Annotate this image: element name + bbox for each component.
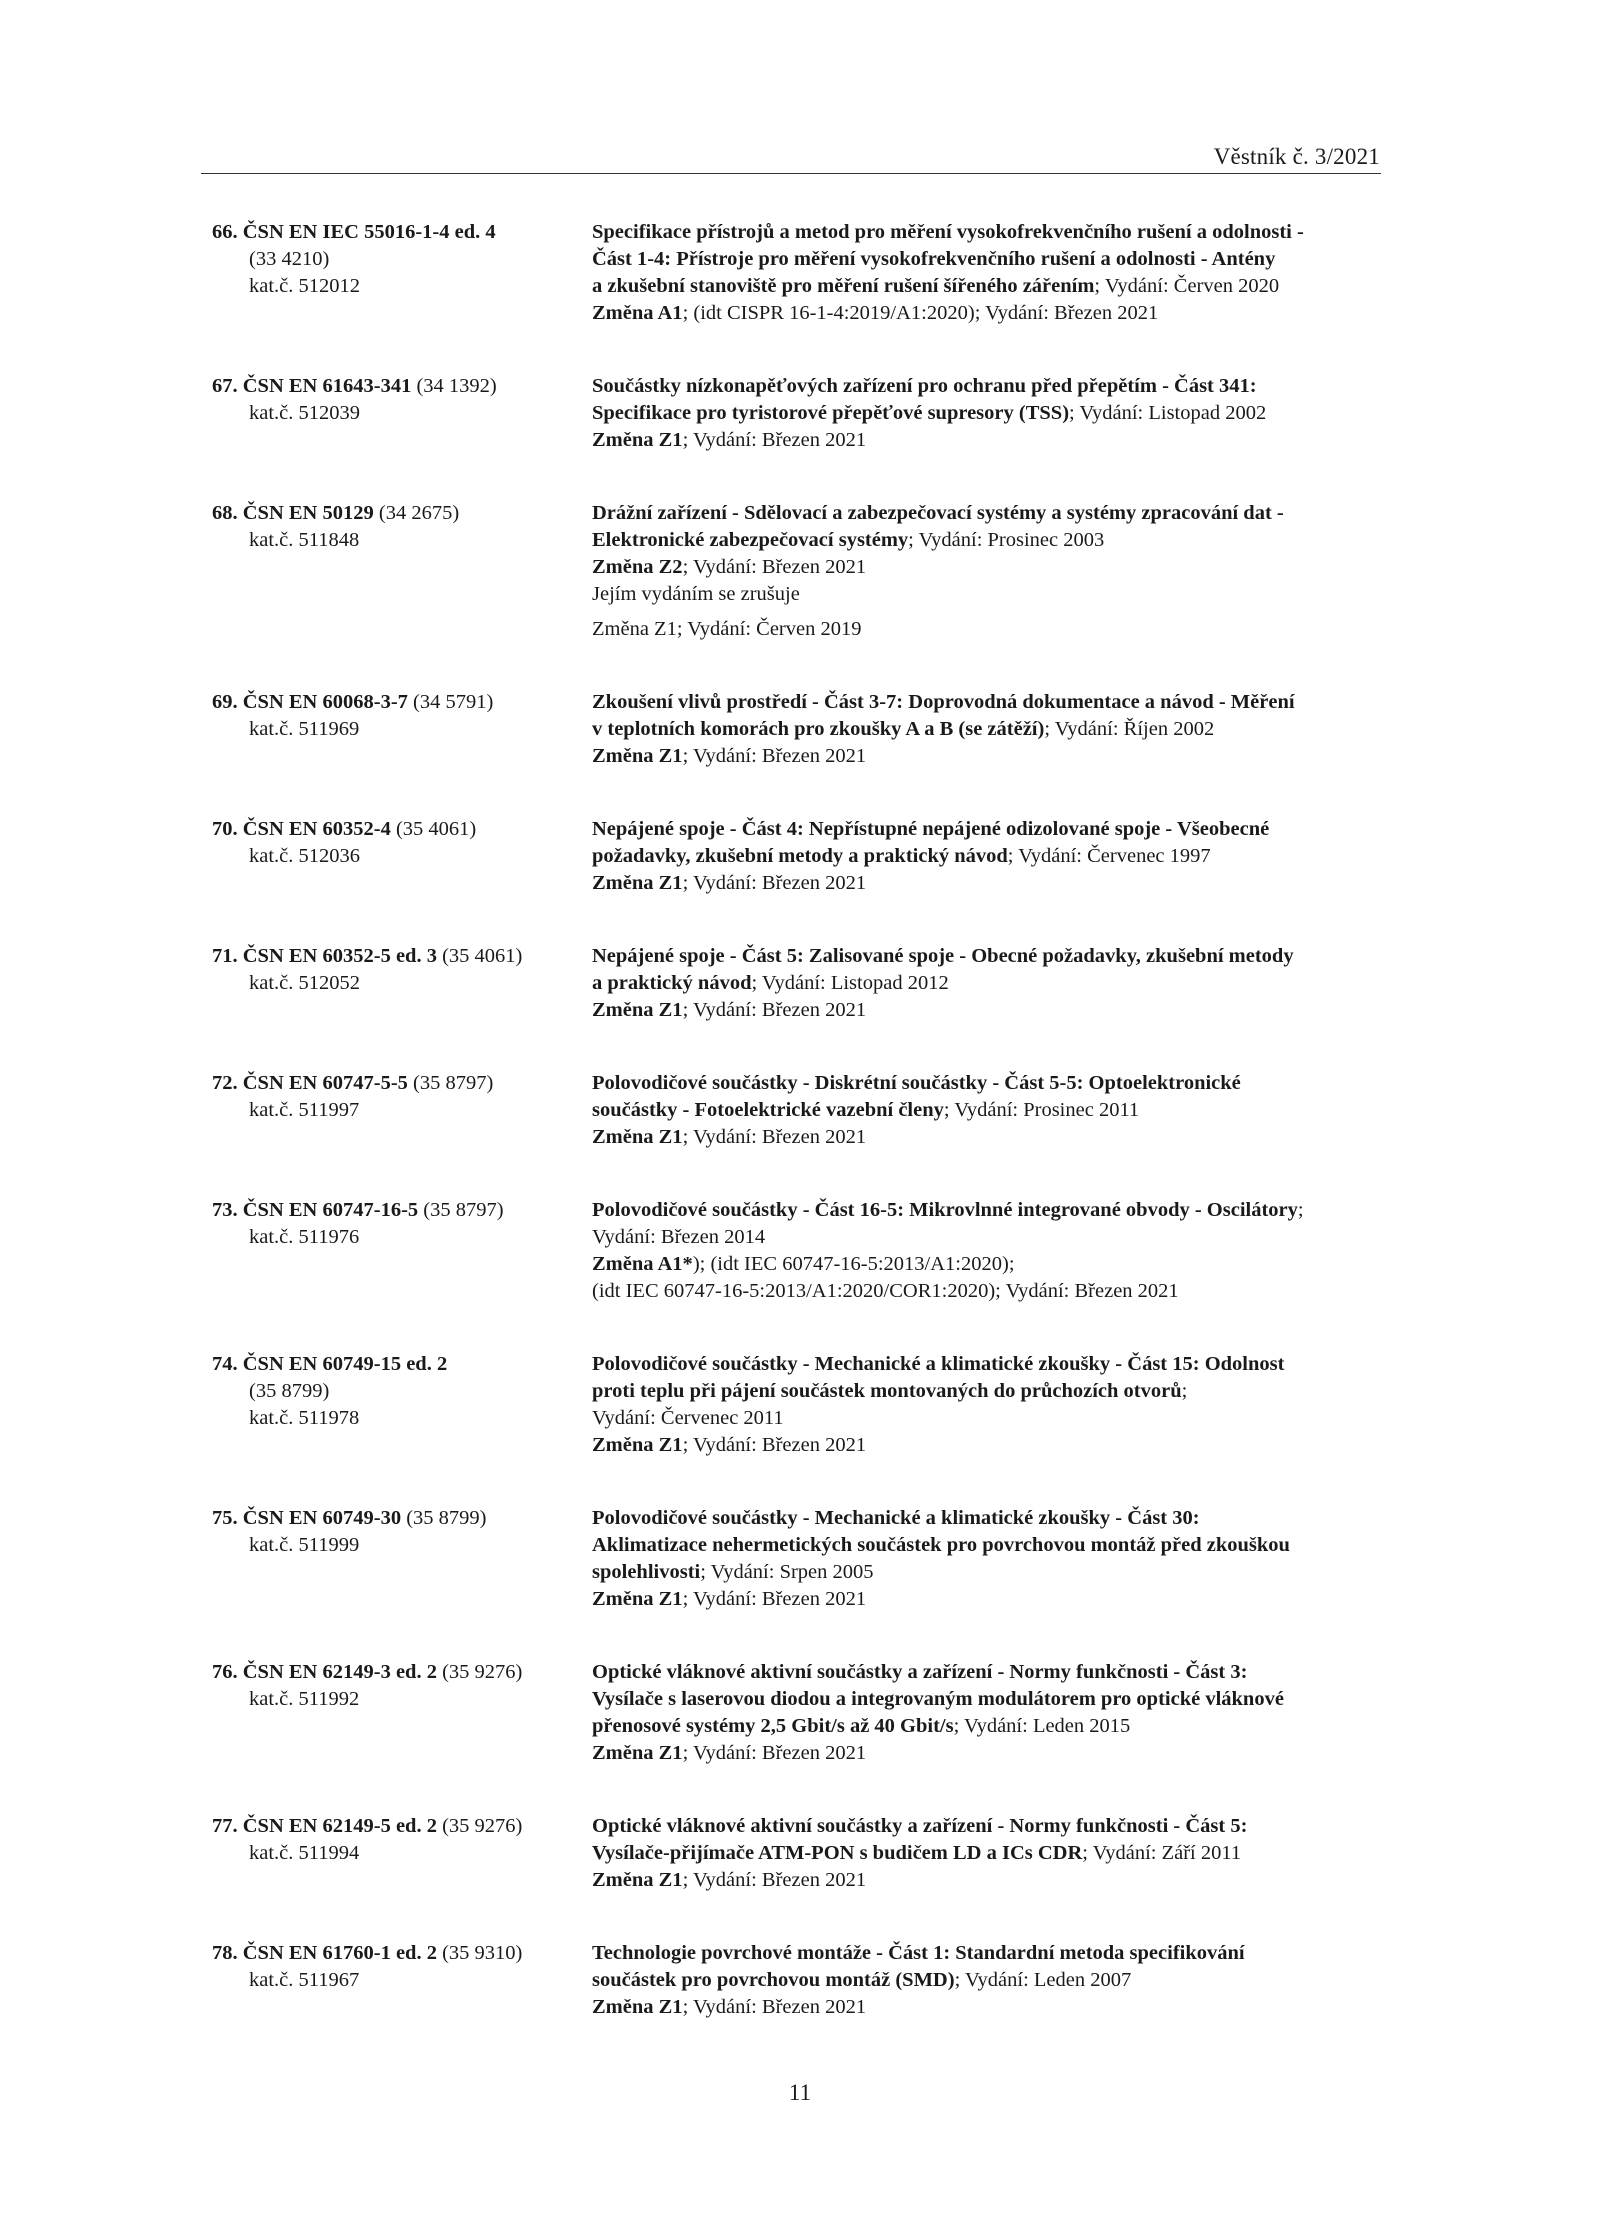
description-line xyxy=(592,1224,1387,1251)
standard-entry xyxy=(0,373,1600,454)
standard-title: Změna Z1 xyxy=(592,1996,683,2018)
standard-identifier xyxy=(212,219,582,300)
identifier-line xyxy=(212,1378,582,1405)
description-line xyxy=(592,616,1387,643)
standard-number: 71. ČSN EN 60352-5 ed. 3 xyxy=(212,945,437,967)
identifier-line xyxy=(212,716,582,743)
identifier-detail: kat.č. 512012 xyxy=(249,275,361,297)
edition-info: ; Vydání: Červen 2020 xyxy=(1094,275,1280,297)
standard-title: Změna Z1 xyxy=(592,872,683,894)
description-line xyxy=(592,246,1387,273)
description-line xyxy=(592,1351,1387,1378)
standard-title: Polovodičové součástky - Diskrétní součástky - Část 5-5: Optoelektronické xyxy=(592,1072,1241,1094)
standard-title: Změna A1 xyxy=(592,302,683,324)
standard-description xyxy=(592,500,1387,643)
standard-entry xyxy=(0,1197,1600,1305)
standard-identifier xyxy=(212,1813,582,1867)
standard-identifier xyxy=(212,943,582,997)
standard-description xyxy=(592,1813,1387,1894)
description-line xyxy=(592,300,1387,327)
identifier-detail: (35 8799) xyxy=(249,1380,330,1402)
standard-title: spolehlivosti xyxy=(592,1561,701,1583)
description-line xyxy=(592,1559,1387,1586)
standard-title: Změna Z1 xyxy=(592,745,683,767)
identifier-line xyxy=(212,373,582,400)
edition-info: ; Vydání: Březen 2021 xyxy=(682,1742,867,1764)
standard-entry xyxy=(0,500,1600,643)
standard-title: Specifikace přístrojů a metod pro měření vysokofrekvenčního rušení a odolnosti - xyxy=(592,221,1304,243)
standard-title: Technologie povrchové montáže - Část 1: Standardní metoda specifikování xyxy=(592,1942,1245,1964)
description-line xyxy=(592,1532,1387,1559)
standard-description xyxy=(592,816,1387,897)
standard-entry xyxy=(0,1070,1600,1151)
identifier-detail: (34 2675) xyxy=(373,502,460,524)
description-line xyxy=(592,1686,1387,1713)
bulletin-title: Věstník č. 3/2021 xyxy=(1213,144,1380,169)
description-line xyxy=(592,1378,1387,1405)
identifier-line xyxy=(212,1967,582,1994)
description-line xyxy=(592,689,1387,716)
standard-identifier xyxy=(212,1351,582,1432)
standard-title: Změna Z1 xyxy=(592,1869,683,1891)
edition-info: ; (idt CISPR 16-1-4:2019/A1:2020); Vydání: Březen 2021 xyxy=(682,302,1159,324)
identifier-detail: (35 4061) xyxy=(390,818,477,840)
standard-title: součástky - Fotoelektrické vazební členy xyxy=(592,1099,944,1121)
identifier-detail: kat.č. 511999 xyxy=(249,1534,360,1556)
edition-info: ; Vydání: Prosinec 2003 xyxy=(908,529,1105,551)
description-line xyxy=(592,1994,1387,2021)
identifier-detail: kat.č. 511978 xyxy=(249,1407,360,1429)
description-line xyxy=(592,427,1387,454)
edition-info: (idt IEC 60747-16-5:2013/A1:2020/COR1:2020); Vydání: Březen 2021 xyxy=(592,1280,1179,1302)
standard-entry xyxy=(0,1659,1600,1767)
identifier-detail: kat.č. 511992 xyxy=(249,1688,360,1710)
description-line xyxy=(592,1586,1387,1613)
identifier-line xyxy=(212,219,582,246)
standard-description xyxy=(592,1197,1387,1305)
identifier-detail: kat.č. 511997 xyxy=(249,1099,360,1121)
description-line xyxy=(592,997,1387,1024)
description-line xyxy=(592,1432,1387,1459)
standard-title: Vysílače-přijímače ATM-PON s budičem LD a ICs CDR xyxy=(592,1842,1083,1864)
edition-info: Jejím vydáním se zrušuje xyxy=(592,583,800,605)
description-line xyxy=(592,1505,1387,1532)
identifier-line xyxy=(212,970,582,997)
edition-info: ; Vydání: Srpen 2005 xyxy=(700,1561,874,1583)
description-line xyxy=(592,1867,1387,1894)
description-line xyxy=(592,554,1387,581)
description-line xyxy=(592,716,1387,743)
standard-title: a zkušební stanoviště pro měření rušení šířeného zářením xyxy=(592,275,1095,297)
standard-title: přenosové systémy 2,5 Gbit/s až 40 Gbit/s xyxy=(592,1715,954,1737)
standard-title: Změna Z1 xyxy=(592,1434,683,1456)
identifier-line xyxy=(212,273,582,300)
edition-info: ; Vydání: Listopad 2012 xyxy=(751,972,949,994)
standard-number: 66. ČSN EN IEC 55016-1-4 ed. 4 xyxy=(212,221,496,243)
edition-info: ; Vydání: Říjen 2002 xyxy=(1044,718,1215,740)
description-line xyxy=(592,400,1387,427)
standard-title: Vysílače s laserovou diodou a integrovaným modulátorem pro optické vláknové xyxy=(592,1688,1284,1710)
identifier-detail: (35 8797) xyxy=(407,1072,494,1094)
edition-info: ; Vydání: Září 2011 xyxy=(1082,1842,1242,1864)
description-line xyxy=(592,1740,1387,1767)
edition-info: ; Vydání: Březen 2021 xyxy=(682,1996,867,2018)
description-line xyxy=(592,1840,1387,1867)
standard-number: 73. ČSN EN 60747-16-5 xyxy=(212,1199,419,1221)
edition-info: Změna Z1; Vydání: Červen 2019 xyxy=(592,618,862,640)
identifier-line xyxy=(212,1097,582,1124)
identifier-detail: (35 8799) xyxy=(401,1507,487,1529)
edition-info: ); (idt IEC 60747-16-5:2013/A1:2020); xyxy=(692,1253,1015,1275)
identifier-line xyxy=(212,1505,582,1532)
edition-info: ; Vydání: Březen 2021 xyxy=(682,429,867,451)
standard-title: Nepájené spoje - Část 5: Zalisované spoje - Obecné požadavky, zkušební metody xyxy=(592,945,1294,967)
identifier-line xyxy=(212,1659,582,1686)
standard-identifier xyxy=(212,1659,582,1713)
standard-title: Optické vláknové aktivní součástky a zařízení - Normy funkčnosti - Část 5: xyxy=(592,1815,1248,1837)
identifier-line xyxy=(212,500,582,527)
identifier-detail: (35 4061) xyxy=(436,945,523,967)
standard-title: požadavky, zkušební metody a praktický návod xyxy=(592,845,1008,867)
description-line xyxy=(592,1940,1387,1967)
standard-title: Elektronické zabezpečovací systémy xyxy=(592,529,909,551)
standard-title: součástek pro povrchovou montáž (SMD) xyxy=(592,1969,955,1991)
identifier-line xyxy=(212,816,582,843)
identifier-line xyxy=(212,843,582,870)
identifier-line xyxy=(212,1405,582,1432)
description-line xyxy=(592,500,1387,527)
standard-identifier xyxy=(212,1505,582,1559)
description-line xyxy=(592,970,1387,997)
standard-title: Změna Z1 xyxy=(592,1126,683,1148)
edition-info: ; Vydání: Březen 2021 xyxy=(682,872,867,894)
page-number: 11 xyxy=(788,2080,812,2105)
standard-title: Změna Z1 xyxy=(592,429,683,451)
standard-entry xyxy=(0,943,1600,1024)
description-line xyxy=(592,1405,1387,1432)
identifier-line xyxy=(212,400,582,427)
edition-info: ; Vydání: Červenec 1997 xyxy=(1007,845,1211,867)
identifier-detail: kat.č. 512036 xyxy=(249,845,361,867)
standard-entry xyxy=(0,1505,1600,1613)
standard-identifier xyxy=(212,1070,582,1124)
description-line xyxy=(592,843,1387,870)
standard-number: 72. ČSN EN 60747-5-5 xyxy=(212,1072,408,1094)
edition-info: ; Vydání: Březen 2021 xyxy=(682,745,867,767)
identifier-detail: kat.č. 511969 xyxy=(249,718,360,740)
standard-title: Změna Z1 xyxy=(592,1588,683,1610)
identifier-line xyxy=(212,1351,582,1378)
edition-info: ; Vydání: Prosinec 2011 xyxy=(943,1099,1140,1121)
description-line xyxy=(592,1251,1387,1278)
identifier-detail: (35 9276) xyxy=(436,1815,523,1837)
standard-number: 68. ČSN EN 50129 xyxy=(212,502,374,524)
standard-title: Aklimatizace nehermetických součástek pro povrchovou montáž před zkouškou xyxy=(592,1534,1290,1556)
description-line xyxy=(592,1097,1387,1124)
description-line xyxy=(592,581,1387,608)
standard-entry xyxy=(0,1813,1600,1894)
standard-description xyxy=(592,1940,1387,2021)
description-line xyxy=(592,943,1387,970)
standard-number: 70. ČSN EN 60352-4 xyxy=(212,818,391,840)
standard-title: Polovodičové součástky - Mechanické a klimatické zkoušky - Část 30: xyxy=(592,1507,1200,1529)
description-line xyxy=(592,219,1387,246)
standard-description xyxy=(592,1505,1387,1613)
standard-entry xyxy=(0,1351,1600,1459)
standard-entry xyxy=(0,689,1600,770)
standard-title: a praktický návod xyxy=(592,972,752,994)
standard-identifier xyxy=(212,689,582,743)
edition-info: ; Vydání: Leden 2007 xyxy=(954,1969,1132,1991)
standard-title: proti teplu při pájení součástek montovaných do průchozích otvorů xyxy=(592,1380,1182,1402)
identifier-line xyxy=(212,943,582,970)
identifier-detail: kat.č. 512052 xyxy=(249,972,361,994)
identifier-line xyxy=(212,1532,582,1559)
description-line xyxy=(592,816,1387,843)
identifier-detail: kat.č. 511967 xyxy=(249,1969,360,1991)
edition-info: ; xyxy=(1297,1199,1304,1221)
description-line xyxy=(592,870,1387,897)
edition-info: ; Vydání: Březen 2021 xyxy=(682,1869,867,1891)
identifier-detail: (34 1392) xyxy=(411,375,497,397)
identifier-detail: (33 4210) xyxy=(249,248,330,270)
description-line xyxy=(592,373,1387,400)
standard-description xyxy=(592,1659,1387,1767)
standard-identifier xyxy=(212,1940,582,1994)
standard-number: 75. ČSN EN 60749-30 xyxy=(212,1507,402,1529)
standard-title: Změna Z1 xyxy=(592,1742,683,1764)
standard-identifier xyxy=(212,373,582,427)
standard-title: Polovodičové součástky - Mechanické a klimatické zkoušky - Část 15: Odolnost xyxy=(592,1353,1285,1375)
standard-title: Specifikace pro tyristorové přepěťové supresory (TSS) xyxy=(592,402,1070,424)
identifier-line xyxy=(212,527,582,554)
identifier-line xyxy=(212,1686,582,1713)
standard-description xyxy=(592,373,1387,454)
identifier-detail: kat.č. 512039 xyxy=(249,402,361,424)
standard-number: 69. ČSN EN 60068-3-7 xyxy=(212,691,408,713)
edition-info: ; Vydání: Březen 2021 xyxy=(682,556,867,578)
standard-title: v teplotních komorách pro zkoušky A a B (se zátěží) xyxy=(592,718,1045,740)
edition-info: ; Vydání: Březen 2021 xyxy=(682,999,867,1021)
identifier-detail: (35 9276) xyxy=(436,1661,523,1683)
standard-title: Změna Z1 xyxy=(592,999,683,1021)
identifier-detail: kat.č. 511994 xyxy=(249,1842,360,1864)
identifier-line xyxy=(212,1197,582,1224)
identifier-line xyxy=(212,246,582,273)
edition-info: ; Vydání: Leden 2015 xyxy=(953,1715,1131,1737)
standard-title: Zkoušení vlivů prostředí - Část 3-7: Doprovodná dokumentace a návod - Měření xyxy=(592,691,1295,713)
edition-info: ; xyxy=(1181,1380,1188,1402)
standard-title: Polovodičové součástky - Část 16-5: Mikrovlnné integrované obvody - Oscilátory xyxy=(592,1199,1298,1221)
standard-number: 77. ČSN EN 62149-5 ed. 2 xyxy=(212,1815,437,1837)
description-line xyxy=(592,1278,1387,1305)
identifier-detail: kat.č. 511976 xyxy=(249,1226,360,1248)
identifier-line xyxy=(212,1813,582,1840)
description-line xyxy=(592,273,1387,300)
standard-number: 74. ČSN EN 60749-15 ed. 2 xyxy=(212,1353,448,1375)
identifier-detail: (34 5791) xyxy=(407,691,494,713)
standard-description xyxy=(592,943,1387,1024)
standard-number: 76. ČSN EN 62149-3 ed. 2 xyxy=(212,1661,437,1683)
edition-info: ; Vydání: Březen 2021 xyxy=(682,1434,867,1456)
edition-info: Vydání: Červenec 2011 xyxy=(592,1407,784,1429)
standard-description xyxy=(592,689,1387,770)
edition-info: ; Vydání: Březen 2021 xyxy=(682,1588,867,1610)
identifier-detail: (35 8797) xyxy=(418,1199,504,1221)
description-line xyxy=(592,1659,1387,1686)
standard-identifier xyxy=(212,500,582,554)
identifier-line xyxy=(212,689,582,716)
standard-title: Část 1-4: Přístroje pro měření vysokofrekvenčního rušení a odolnosti - Antény xyxy=(592,248,1276,270)
identifier-line xyxy=(212,1840,582,1867)
standard-title: Optické vláknové aktivní součástky a zařízení - Normy funkčnosti - Část 3: xyxy=(592,1661,1248,1683)
standard-title: Drážní zařízení - Sdělovací a zabezpečovací systémy a systémy zpracování dat - xyxy=(592,502,1284,524)
standard-title: Změna Z2 xyxy=(592,556,683,578)
standard-description xyxy=(592,1070,1387,1151)
edition-info: ; Vydání: Listopad 2002 xyxy=(1069,402,1267,424)
standard-description xyxy=(592,1351,1387,1459)
edition-info: Vydání: Březen 2014 xyxy=(592,1226,766,1248)
standard-entry xyxy=(0,1940,1600,2021)
standards-list xyxy=(0,219,1600,2021)
header-divider xyxy=(201,173,1381,174)
edition-info: ; Vydání: Březen 2021 xyxy=(682,1126,867,1148)
identifier-line xyxy=(212,1070,582,1097)
description-line xyxy=(592,527,1387,554)
identifier-line xyxy=(212,1224,582,1251)
standard-title: Nepájené spoje - Část 4: Nepřístupné nepájené odizolované spoje - Všeobecné xyxy=(592,818,1270,840)
identifier-line xyxy=(212,1940,582,1967)
description-line xyxy=(592,1813,1387,1840)
identifier-detail: kat.č. 511848 xyxy=(249,529,360,551)
standard-title: Součástky nízkonapěťových zařízení pro ochranu před přepětím - Část 341: xyxy=(592,375,1257,397)
description-line xyxy=(592,1124,1387,1151)
standard-number: 67. ČSN EN 61643-341 xyxy=(212,375,412,397)
identifier-detail: (35 9310) xyxy=(436,1942,523,1964)
description-line xyxy=(592,743,1387,770)
standard-number: 78. ČSN EN 61760-1 ed. 2 xyxy=(212,1942,437,1964)
standard-identifier xyxy=(212,816,582,870)
standard-entry xyxy=(0,219,1600,327)
standard-entry xyxy=(0,816,1600,897)
standard-title: Změna A1* xyxy=(592,1253,693,1275)
standard-identifier xyxy=(212,1197,582,1251)
standard-description xyxy=(592,219,1387,327)
description-line xyxy=(592,1967,1387,1994)
description-line xyxy=(592,1070,1387,1097)
description-line xyxy=(592,1197,1387,1224)
description-line xyxy=(592,1713,1387,1740)
